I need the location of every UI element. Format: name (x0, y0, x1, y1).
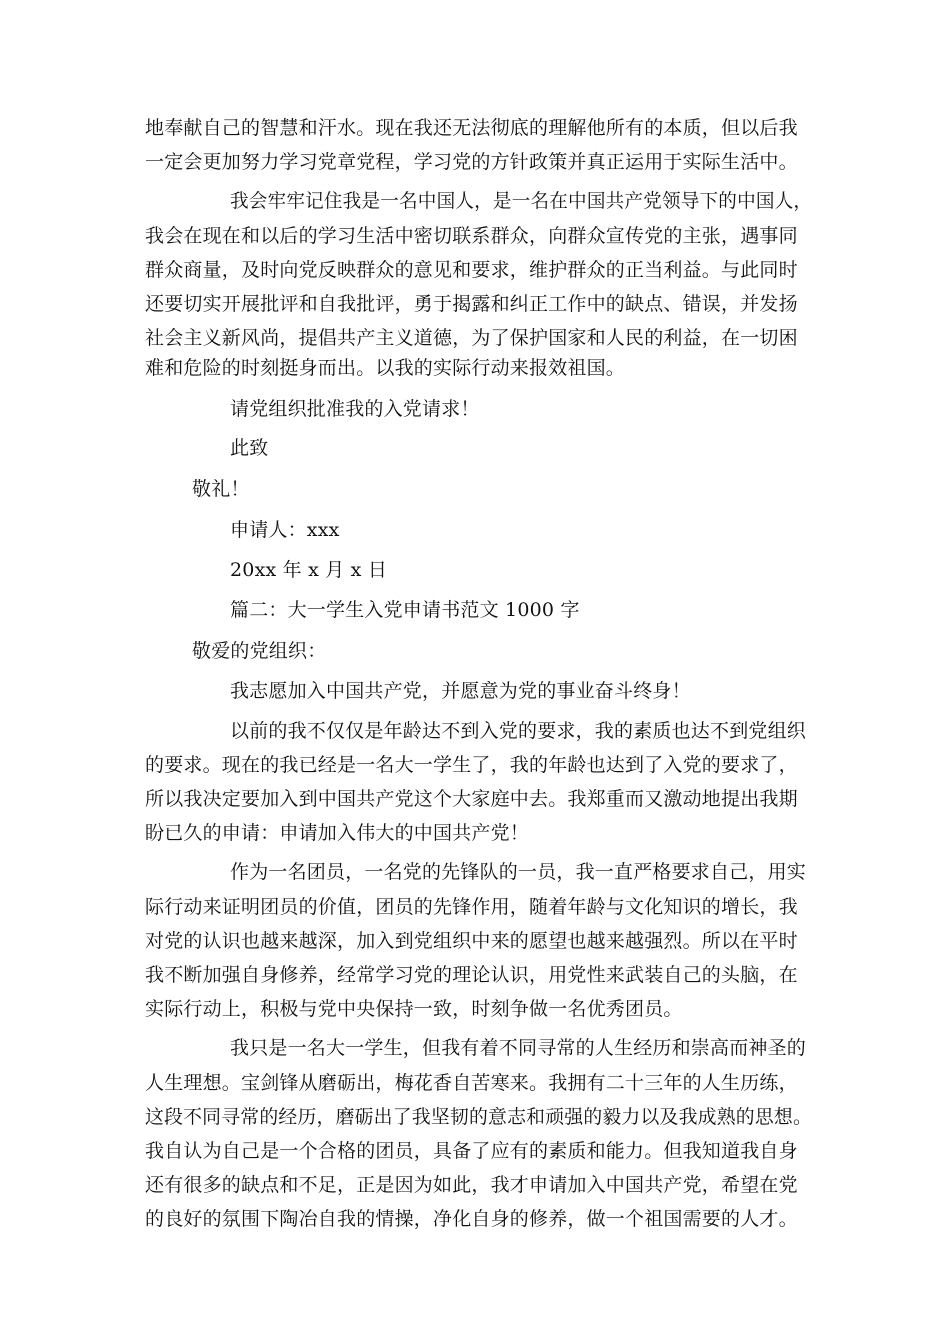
text-line: 一定会更加努力学习党章党程，学习党的方针政策并真正运用于实际生活中。 (145, 151, 798, 173)
text-line: 以前的我不仅仅是年龄达不到入党的要求，我的素质也达不到党组织 (230, 720, 807, 742)
text-line: 群众商量，及时向党反映群众的意见和要求，维护群众的正当利益。与此同时 (145, 259, 798, 281)
text-line: 我自认为自己是一个合格的团员，具备了应有的素质和能力。但我知道我自身 (145, 1140, 798, 1162)
text-line: 难和危险的时刻挺身而出。以我的实际行动来报效祖国。 (145, 357, 626, 379)
text-line: 这段不同寻常的经历，磨砺出了我坚韧的意志和顽强的毅力以及我成熟的思想。 (145, 1106, 813, 1128)
text-line: 我会牢牢记住我是一名中国人，是一名在中国共产党领导下的中国人， (230, 190, 813, 212)
text-line: 地奉献自己的智慧和汗水。现在我还无法彻底的理解他所有的本质，但以后我 (145, 117, 798, 139)
text-line: 我只是一名大一学生，但我有着不同寻常的人生经历和崇高而神圣的 (230, 1037, 807, 1059)
text-line: 作为一名团员，一名党的先锋队的一员，我一直严格要求自己，用实 (230, 861, 807, 883)
text-line: 我志愿加入中国共产党，并愿意为党的事业奋斗终身！ (230, 680, 691, 702)
text-line: 人生理想。宝剑锋从磨砺出，梅花香自苦寒来。我拥有二十三年的人生历练， (145, 1072, 798, 1094)
text-line: 的良好的氛围下陶冶自我的情操，净化自身的修养，做一个祖国需要的人才。 (145, 1208, 798, 1230)
date-line: 20xx 年 x 月 x 日 (230, 559, 388, 581)
text-line: 的要求。现在的我已经是一名大一学生了，我的年龄也达到了入党的要求了， (145, 754, 798, 776)
applicant-line: 申请人：xxx (230, 519, 340, 541)
greeting-line: 敬爱的党组织： (192, 640, 327, 662)
text-line: 际行动来证明团员的价值，团员的先锋作用，随着年龄与文化知识的增长，我 (145, 896, 798, 918)
text-line: 盼已久的申请：申请加入伟大的中国共产党！ (145, 822, 530, 844)
text-line: 还要切实开展批评和自我批评，勇于揭露和纠正工作中的缺点、错误，并发扬 (145, 293, 798, 315)
closing-regards: 敬礼！ (192, 478, 250, 500)
text-line: 请党组织批准我的入党请求！ (230, 398, 480, 420)
text-line: 所以我决定要加入到中国共产党这个大家庭中去。我郑重而又激动地提出我期 (145, 788, 798, 810)
text-line: 对党的认识也越来越深，加入到党组织中来的愿望也越来越强烈。所以在平时 (145, 930, 798, 952)
closing-salutation: 此致 (230, 437, 269, 459)
text-line: 还有很多的缺点和不足，正是因为如此，我才申请加入中国共产党，希望在党 (145, 1174, 798, 1196)
text-line: 我会在现在和以后的学习生活中密切联系群众，向群众宣传党的主张，遇事同 (145, 225, 798, 247)
text-line: 实际行动上，积极与党中央保持一致，时刻争做一名优秀团员。 (145, 998, 683, 1020)
text-line: 社会主义新风尚，提倡共产主义道德，为了保护国家和人民的利益，在一切困 (145, 327, 798, 349)
section-heading: 篇二：大一学生入党申请书范文 1000 字 (230, 599, 580, 621)
text-line: 我不断加强自身修养，经常学习党的理论认识，用党性来武装自己的头脑，在 (145, 964, 798, 986)
